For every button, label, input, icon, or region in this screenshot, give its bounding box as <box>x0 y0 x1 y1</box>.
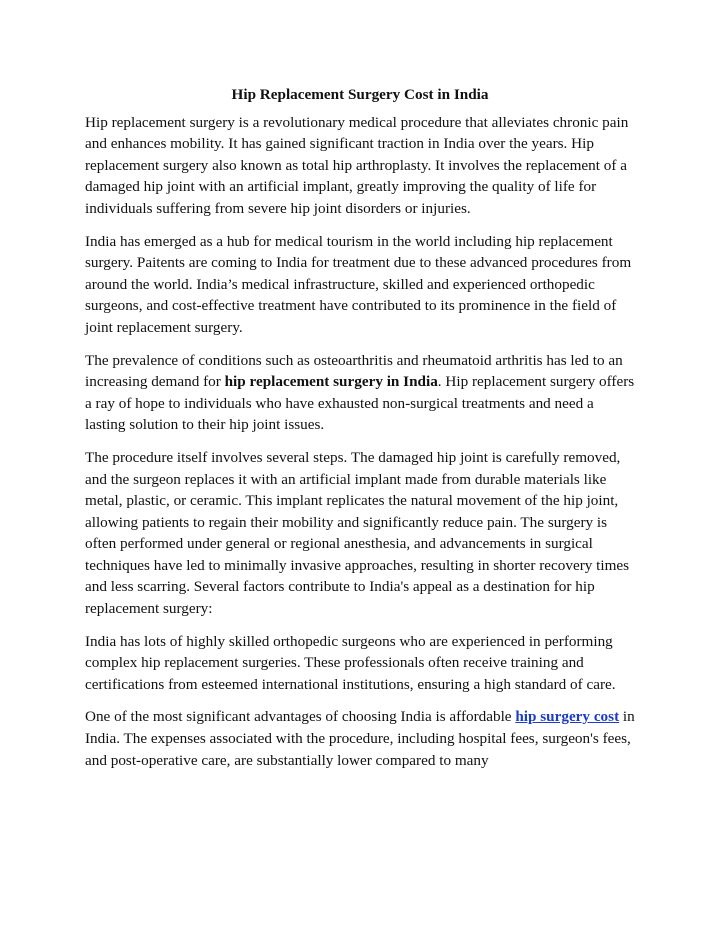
paragraph-affordability <box>85 706 635 771</box>
paragraph-procedure: The procedure itself involves several steps. The damaged hip joint is carefully removed, and the surgeon replaces it with an artificial implant made from durable materials like metal, plastic, or ceramic. This implant replicates the natural movement of the hip joint, allowing patients to regain their mobility and significantly reduce pain. The surgery is often performed under general or regional anesthesia, and advancements in surgical techniques have led to minimally invasive approaches, resulting in shorter recovery times and less scarring. Several factors contribute to India's appeal as a destination for hip replacement surgery: <box>85 448 630 618</box>
hip-surgery-cost-link[interactable]: hip surgery cost <box>515 708 620 726</box>
bold-phrase-hip-replacement-india: hip replacement surgery in India <box>224 373 438 391</box>
document-body <box>85 84 635 782</box>
document-title: Hip Replacement Surgery Cost in India <box>231 86 489 103</box>
paragraph-prevalence-text-end: . Hip replacement surgery offers a ray of hope to individuals who have exhausted non-surgical treatments and need a lasting solution to their hip joint issues. <box>85 373 635 434</box>
paragraph-prevalence-text-start: The prevalence of conditions such as osteoarthritis and rheumatoid arthritis has led to an increasing demand for <box>85 351 623 391</box>
paragraph-medical-tourism: India has emerged as a hub for medical tourism in the world including hip replacement surgery. Paitents are coming to India for treatment due to these advanced procedures from around the world. India’s medical infrastructure, skilled and experienced orthopedic surgeons, and cost-effective treatment have contributed to its prominence in the field of joint replacement surgery. <box>85 232 632 336</box>
paragraph-affordability-text-start: One of the most significant advantages of choosing India is affordable <box>85 708 516 726</box>
paragraph-surgeons: India has lots of highly skilled orthopedic surgeons who are experienced in performing complex hip replacement surgeries. These professionals often receive training and certifications from esteemed international institutions, ensuring a high standard of care. <box>85 632 616 693</box>
paragraph-affordability-text-end: in India. The expenses associated with the procedure, including hospital fees, surgeon's fees, and post-operative care, are substantially lower compared to many <box>85 708 635 769</box>
paragraph-prevalence <box>85 350 635 436</box>
paragraph-intro: Hip replacement surgery is a revolutionary medical procedure that alleviates chronic pain and enhances mobility. It has gained significant traction in India over the years. Hip replacement surgery also known as total hip arthroplasty. It involves the replacement of a damaged hip joint with an artificial implant, greatly improving the quality of life for individuals suffering from severe hip joint disorders or injuries. <box>85 113 629 217</box>
